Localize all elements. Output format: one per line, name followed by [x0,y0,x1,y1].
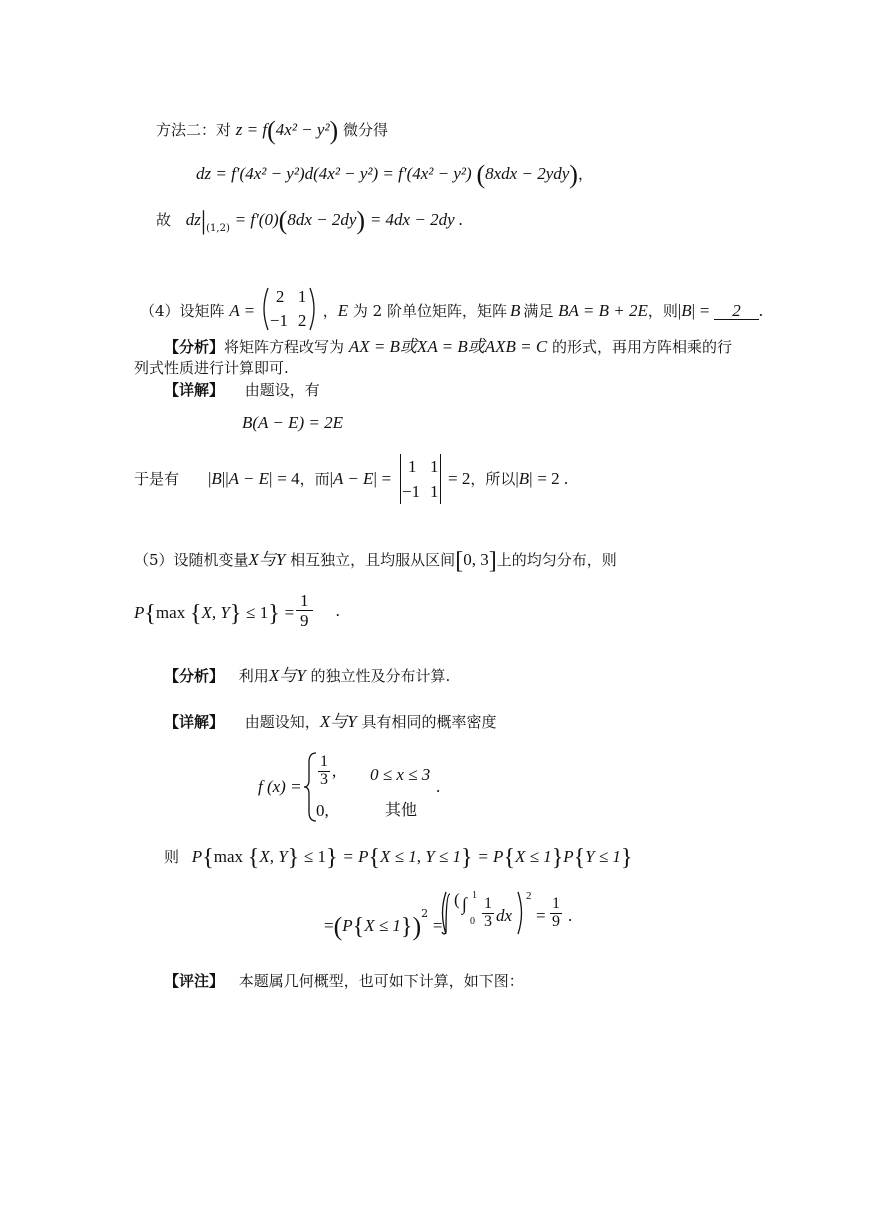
gu-lead: 故 [156,211,172,229]
calc-ze: 则 [164,848,180,866]
q4-analysis-line2-text: 列式性质进行计算即可. [134,359,289,377]
q4-matrix [260,288,318,332]
pdf-c1-cond: 0 ≤ x ≤ 3 [370,765,431,784]
q5-detail-tag: 【详解】 [164,713,225,731]
pdf-c2-val: 0, [316,801,329,820]
q4-period: . [758,301,763,320]
calc-d1: Y ≤ 1 [585,847,621,866]
q4-absAE-b: A − E [333,469,374,488]
q5-analysis-XY: X与Y [268,666,306,685]
calc-sq2: 2 [526,890,532,902]
q4-analysis-tag: 【分析】 [164,338,225,356]
q5-number: （5）设随机变量 [134,551,249,569]
calc-dx: dx [496,906,513,925]
q4-det-matrix [398,454,444,504]
q4-answer: 2 [714,302,759,320]
q5-analysis [164,667,450,684]
remark-tag: 【评注】 [164,972,225,990]
pdf-c1-comma: , [332,761,337,781]
remark [164,974,524,989]
pdf-dot-line [436,778,440,795]
q4-analysis [164,338,732,355]
gu-paren: 8dx − 2dy [287,210,357,229]
calc-eq4: = [432,916,443,935]
q4-detail-tag: 【详解】 [164,381,225,399]
q4-eq4: = 4 [277,469,300,488]
q4-absB-a: B [211,469,222,488]
calc-P1: P [191,847,203,866]
method2-inner: 4x² − y² [275,120,330,139]
calc-a1: max [213,847,243,866]
method2-line: 方法二：对 z = f(4x² − y²) 微分得 [156,116,389,145]
calc-c1: X ≤ 1 [514,847,552,866]
q5-analysis-tag: 【分析】 [164,667,225,685]
q5-analysis-text: 利用 [238,667,269,685]
q4-absB: B [681,301,692,320]
pdf-dot: . [436,777,441,796]
q4-analysis-forms: AX = B或XA = B或AXB = C [348,337,548,356]
q4-suoyi: ，所以 [470,470,516,488]
q4-text3: 满足 [523,302,554,320]
calc-r-num: 1 [552,895,560,912]
q4-absAE-a: A − E [228,469,270,488]
calc-a2: X, Y [259,847,288,866]
pdf-case2 [316,802,329,819]
q4-det12: 1 [430,457,439,476]
q5-detail [164,713,496,730]
q5-ans-den: 9 [296,610,313,630]
gu-rhs: = 4dx − 2dy . [369,210,464,229]
q4-det22: 1 [430,482,439,501]
q4-analysis-text: 将矩阵方程改写为 [224,338,345,356]
q4-E: E [337,301,349,320]
calc-lim-lo: 0 [470,916,475,927]
q4-A-eq: A = [229,301,256,320]
method2-lead: 方法二：对 [156,121,232,139]
calc-r-den: 9 [552,912,560,930]
gu-dz: dz [185,210,201,229]
calc-integral: ( ∫ 1 0 $\frac{1}{3}$ dx 2 = $\frac{1}{9}$ . [440,890,580,940]
q4-detail-text: 由题设，有 [244,381,320,399]
q5-question: （5）设随机变量X与Y 相互独立，且均服从区间[0, 3]上的均匀分布，则 [134,548,617,574]
calc-i-num: 1 [484,895,492,912]
q5-detail-XY: X与Y [319,712,357,731]
q5-period: . [335,600,340,620]
q4-analysis-text2: 的形式，再用方阵相乘的行 [552,338,733,356]
calc-eq2: = P [477,847,504,866]
q5-XYc: X, Y [201,603,230,622]
q4-m11: 2 [275,287,285,306]
q4-det21: −1 [402,482,421,501]
calc-P3: P [563,847,574,866]
q5-P: P [134,603,145,622]
calc-int: ∫ [462,894,467,914]
gu-line: 故 $dz|_{(1,2)} = f'(0)(8dx - 2dy) = 4dx - 2dy$ . [156,206,464,235]
dz-tail: ， [577,165,593,183]
q5-detail-text: 由题设知， [244,713,320,731]
pdf-fx: f (x) = [258,777,302,796]
q4-det11: 1 [408,457,417,476]
method2-tail: 微分得 [343,121,389,139]
q4-text4: ，则 [647,302,678,320]
q4-question: （4）设矩阵 A = 2 1 −1 2 ，E 为 2 阶单位矩阵，矩阵 B 满足 BA = B + 2E，则|B| = 2 . [140,287,763,330]
q4-detail [164,383,320,398]
q4-eq2: = 2 [448,469,471,488]
calc-line1: 则 P{max {X, Y} ≤ 1} = P{X ≤ 1, Y ≤ 1} = P{X ≤ 1}P{Y ≤ 1} [164,845,633,871]
q4-final: = 2 . [537,469,569,488]
calc-a3: ≤ 1 [303,847,327,866]
q4-cond: BA = B + 2E [558,301,648,320]
calc-eq3: = [324,916,334,935]
q5-answer [294,592,340,630]
q5-ans-num: 1 [300,591,309,610]
pdf-case1 [316,754,336,789]
calc-eq5: = [536,906,546,925]
calc-P4: P [342,916,353,935]
calc-dot: . [568,906,573,925]
calc-lim-hi: 1 [472,890,477,901]
q5-detail-text2: 具有相同的概率密度 [361,713,497,731]
calc-e1: X ≤ 1 [364,916,401,935]
q5-interval: 0, 3 [463,550,489,569]
gu-eq: = f′(0) [234,210,279,229]
q5-eq: = [284,603,295,622]
calc-sq: 2 [421,907,429,920]
q4-m22: 2 [297,311,307,330]
q4-absB-b: B [518,469,530,488]
q4-B: B [509,301,521,320]
q4-det-line [134,472,179,487]
q5-text1: 相互独立，且均服从区间 [290,551,456,569]
calc-eq1: = P [342,847,369,866]
calc-b1: X ≤ 1, Y ≤ 1 [380,847,462,866]
q4-er: ，而 [299,470,330,488]
q5-le: ≤ 1 [246,603,269,622]
q5-max: max [155,603,186,622]
q4-analysis-line2 [134,361,289,376]
q4-m21: −1 [269,311,289,330]
q4-detail-eq [242,414,343,431]
q4-eqsign: = [381,469,392,488]
q4-text1: ， [322,302,338,320]
pdf-c1-num: 1 [320,753,328,770]
q4-eq: = [699,301,710,320]
pdf-lhs [258,778,302,795]
q4-detail-eq-text: B(A − E) = 2E [242,413,343,432]
q5-text2: 上的均匀分布，则 [496,551,617,569]
q4-det-expr: |B||A − E| = 4，而|A − E| = [208,469,392,488]
dz-line: dz = f′(4x² − y²)d(4x² − y²) = f′(4x² − y²) (8xdx − 2ydy)， [196,160,593,189]
calc-line2: =(P{X ≤ 1})$^2$ = [324,907,443,941]
q4-number: （4）设矩阵 [140,302,225,320]
pdf-c2-cond: 其他 [385,800,418,819]
dz-paren: 8xdx − 2ydy [485,164,570,183]
dz-lhs: dz = f′(4x² − y²)d(4x² − y²) = f′(4x² − y²) [196,164,472,183]
calc-i-den: 3 [484,912,492,930]
q4-m12: 1 [297,287,307,306]
q5-analysis-text2: 的独立性及分布计算. [310,667,451,685]
pdf-c1-den: 3 [320,770,328,788]
pdf-case1-cond [370,766,430,783]
gu-sub: (1,2) [206,223,230,234]
q4-text2: 为 2 阶单位矩阵，矩阵 [352,302,507,320]
method2-func: z = f [235,120,268,139]
q4-so: 于是有 [134,470,180,488]
q5-prob-line: P{max {X, Y} ≤ 1} = [134,601,295,627]
pdf-case2-cond [385,802,417,818]
q4-det-tail: = 2，所以|B| = 2 . [448,469,569,488]
q5-XY: X与Y [248,550,286,569]
remark-text: 本题属几何概型，也可如下计算，如下图： [238,972,524,990]
